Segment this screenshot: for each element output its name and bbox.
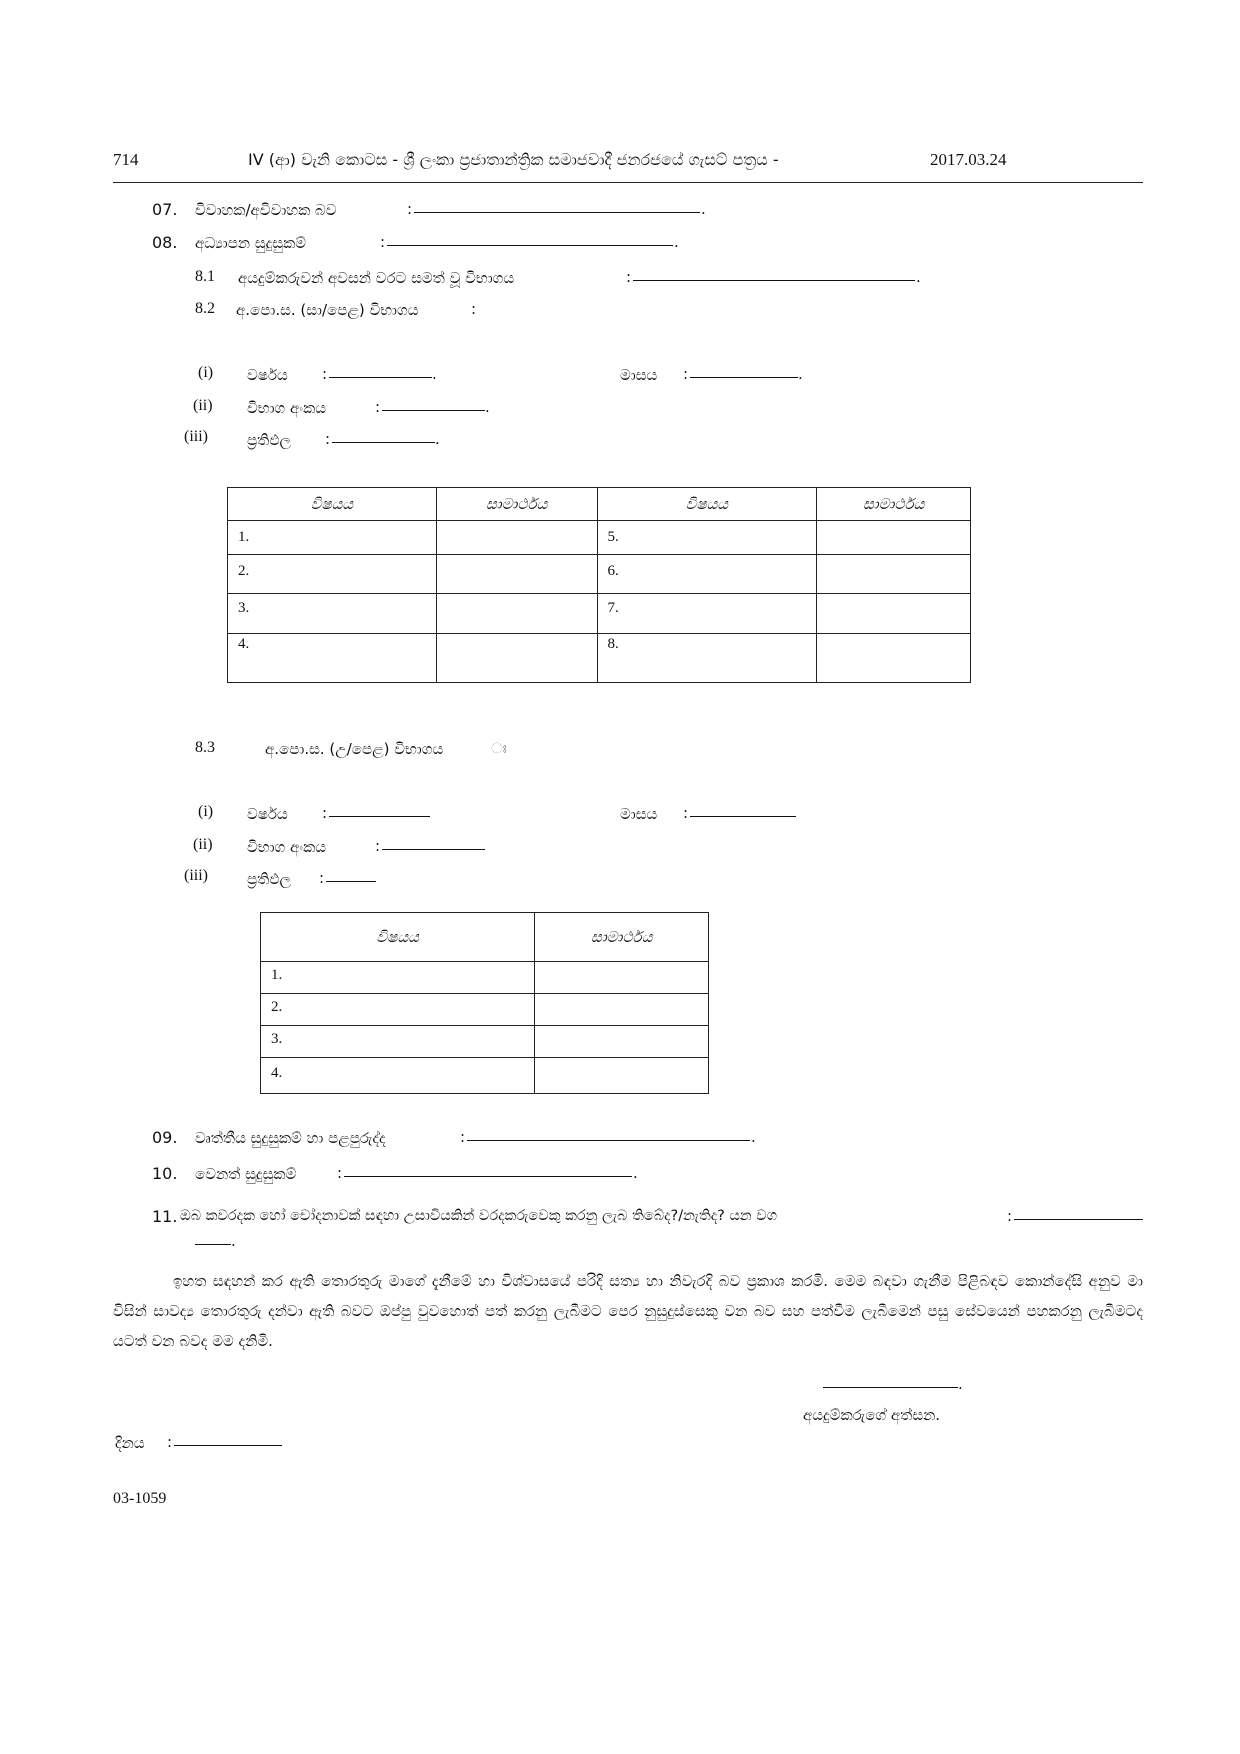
ol-cell[interactable] <box>436 594 597 634</box>
item-8-3-colon: ඃ <box>491 739 507 757</box>
item-11-blank[interactable] <box>1014 1219 1143 1220</box>
al-index-colon: : <box>375 837 381 855</box>
item-8-2-colon: : <box>471 300 477 318</box>
al-cell[interactable] <box>535 994 709 1026</box>
ol-cell[interactable] <box>817 634 971 683</box>
item-8-1-colon: : <box>626 268 632 286</box>
al-month-label: මාසය <box>620 805 658 823</box>
ol-index-label: විභාග අංකය <box>247 399 327 417</box>
item-11-colon: : <box>1007 1207 1013 1225</box>
ol-header-subject-2: විෂයය <box>597 488 817 521</box>
ol-cell[interactable] <box>436 555 597 594</box>
table-row <box>261 1026 709 1058</box>
item-10-label: වෙනත් සුදුසුකම් <box>195 1165 297 1183</box>
signature-label: අයදුම්කරුගේ අත්සන. <box>803 1406 941 1424</box>
ol-month-blank[interactable] <box>690 377 798 378</box>
item-08-blank[interactable] <box>387 245 673 246</box>
item-07-number: 07. <box>152 200 178 219</box>
al-header-subject: විෂයය <box>261 913 535 962</box>
gazette-date: 2017.03.24 <box>930 150 1007 169</box>
ol-cell[interactable]: 5. <box>597 521 817 555</box>
item-11-blank-continued[interactable] <box>195 1244 231 1245</box>
ol-cell[interactable] <box>436 634 597 683</box>
item-08-end: . <box>674 233 679 251</box>
al-year-blank[interactable] <box>329 816 430 817</box>
item-10-number: 10. <box>152 1164 178 1183</box>
signature-blank[interactable] <box>823 1387 958 1388</box>
date-colon: : <box>167 1433 173 1451</box>
table-row <box>228 521 971 555</box>
ol-year-colon: : <box>322 365 328 383</box>
ol-index-end: . <box>485 398 490 416</box>
ol-cell[interactable]: 8. <box>597 634 817 683</box>
ol-header-subject-1: විෂයය <box>228 488 437 521</box>
al-cell[interactable] <box>535 962 709 994</box>
ol-result-blank[interactable] <box>332 442 435 443</box>
gazette-title: IV (ආ) වැනි කොටස - ශ්‍රී ලංකා ප්‍රජාතාන්ත්‍රික සමාජවාදී ජනරජයේ ගැසට් පත්‍රය - <box>248 150 779 169</box>
item-8-1-number: 8.1 <box>195 268 215 285</box>
ol-cell[interactable] <box>436 521 597 555</box>
item-8-3-number: 8.3 <box>195 739 215 756</box>
al-year-roman: (i) <box>198 803 214 820</box>
item-8-2-number: 8.2 <box>195 300 215 317</box>
ol-cell[interactable]: 1. <box>228 521 437 555</box>
ol-year-blank[interactable] <box>329 377 432 378</box>
al-cell[interactable]: 2. <box>261 994 535 1026</box>
al-table-header-row <box>261 913 709 962</box>
ol-month-colon: : <box>683 365 689 383</box>
date-blank[interactable] <box>174 1445 282 1446</box>
signature-end: . <box>958 1375 963 1393</box>
ol-cell[interactable] <box>817 521 971 555</box>
al-index-roman: (ii) <box>193 836 213 853</box>
table-row <box>228 555 971 594</box>
al-year-colon: : <box>322 804 328 822</box>
al-cell[interactable] <box>535 1058 709 1094</box>
ol-cell[interactable]: 7. <box>597 594 817 634</box>
item-8-1-end: . <box>916 268 921 286</box>
declaration-text: ඉහත සඳහන් කර ඇති තොරතුරු මාගේ දැනීමේ හා විශ්වාසයේ පරිදි සත්‍ය හා නිවැරදි බව ප්‍රකාශ කරමි. මෙම බඳවා ගැනීම පිළිබඳව කොන්දේසි අනුව මා විසින් සාවද්‍ය තොරතුරු දන්වා ඇති බවට ඔප්පු වුවහොත් පත් කරනු ලැබීමට පෙර නුසුදුස්සෙකු වන බව සහ පත්වීම ලැබීමෙන් පසු සේවයෙන් පහකරනු ලැබීමටද යටත් වන බවද මම දනිමි. <box>113 1272 1143 1350</box>
item-07-colon: : <box>407 200 413 218</box>
ol-cell[interactable] <box>817 594 971 634</box>
ol-index-roman: (ii) <box>193 397 213 414</box>
ol-year-label: වර්ෂය <box>247 366 288 384</box>
item-10-end: . <box>633 1164 638 1182</box>
item-11-label: ඔබ කවරදක හෝ චෝදනාවක් සඳහා උසාවියකින් වරදකරුවෙකු කරනු ලැබ තිබේද?/නැතිද? යන වග <box>180 1208 778 1224</box>
ol-year-end: . <box>432 365 437 383</box>
item-08-label: අධ්‍යාපන සුදුසුකම් <box>195 234 307 252</box>
al-cell[interactable]: 3. <box>261 1026 535 1058</box>
ol-results-table <box>227 487 971 683</box>
table-row <box>261 994 709 1026</box>
table-row <box>261 962 709 994</box>
item-8-3-label: අ.පො.ස. (උ/පෙළ) විභාගය <box>265 740 444 758</box>
item-08-number: 08. <box>152 233 178 252</box>
ol-month-label: මාසය <box>620 366 658 384</box>
ol-cell[interactable]: 4. <box>228 634 437 683</box>
ol-cell[interactable]: 2. <box>228 555 437 594</box>
al-result-roman: (iii) <box>184 867 208 884</box>
al-month-blank[interactable] <box>690 816 796 817</box>
al-index-label: විභාග අංකය <box>247 838 327 856</box>
ol-month-end: . <box>798 365 803 383</box>
item-8-2-label: අ.පො.ස. (සා/පෙළ) විභාගය <box>236 301 419 319</box>
table-row <box>228 594 971 634</box>
ol-result-colon: : <box>325 430 331 448</box>
item-09-colon: : <box>460 1128 466 1146</box>
item-07-blank[interactable] <box>414 212 700 213</box>
item-08-colon: : <box>380 233 386 251</box>
item-10-colon: : <box>337 1164 343 1182</box>
item-09-end: . <box>751 1128 756 1146</box>
item-07-end: . <box>701 200 706 218</box>
item-09-blank[interactable] <box>467 1140 750 1141</box>
ol-cell[interactable]: 3. <box>228 594 437 634</box>
declaration-paragraph <box>113 1266 1143 1356</box>
al-index-blank[interactable] <box>382 849 485 850</box>
ol-result-roman: (iii) <box>184 428 208 445</box>
al-results-table <box>260 912 709 1094</box>
item-11-end: . <box>231 1232 236 1250</box>
al-result-label: ප්‍රතිඵල <box>247 870 291 888</box>
item-8-1-blank[interactable] <box>633 280 915 281</box>
table-row <box>228 634 971 683</box>
al-cell[interactable]: 1. <box>261 962 535 994</box>
al-cell[interactable]: 4. <box>261 1058 535 1094</box>
ol-result-end: . <box>435 430 440 448</box>
item-8-1-label: අයදුම්කරුවන් අවසන් වරට සමත් වූ විභාගය <box>238 269 515 287</box>
item-10-blank[interactable] <box>344 1176 632 1177</box>
footer-code: 03-1059 <box>113 1490 167 1507</box>
al-cell[interactable] <box>535 1026 709 1058</box>
item-11-number: 11. <box>152 1207 178 1226</box>
ol-year-roman: (i) <box>198 364 214 381</box>
page-number: 714 <box>113 150 139 169</box>
ol-result-label: ප්‍රතිඵල <box>247 431 291 449</box>
al-result-colon: : <box>319 869 325 887</box>
al-year-label: වර්ෂය <box>247 805 288 823</box>
ol-index-colon: : <box>375 398 381 416</box>
ol-cell[interactable] <box>817 555 971 594</box>
ol-table-header-row <box>228 488 971 521</box>
header-divider <box>113 182 1143 183</box>
ol-header-grade-2: සාමාර්ථය <box>817 488 971 521</box>
item-07-label: විවාහක/අවිවාහක බව <box>195 201 337 219</box>
ol-cell[interactable]: 6. <box>597 555 817 594</box>
ol-index-blank[interactable] <box>382 410 485 411</box>
al-month-colon: : <box>683 804 689 822</box>
al-result-blank[interactable] <box>326 881 376 882</box>
table-row <box>261 1058 709 1094</box>
item-09-number: 09. <box>152 1128 178 1147</box>
al-header-grade: සාමාර්ථය <box>535 913 709 962</box>
item-09-label: වෘත්තීය සුදුසුකම් හා පළපුරුද්ද <box>195 1129 386 1147</box>
ol-header-grade-1: සාමාර්ථය <box>436 488 597 521</box>
date-label: දිනය <box>115 1434 145 1452</box>
